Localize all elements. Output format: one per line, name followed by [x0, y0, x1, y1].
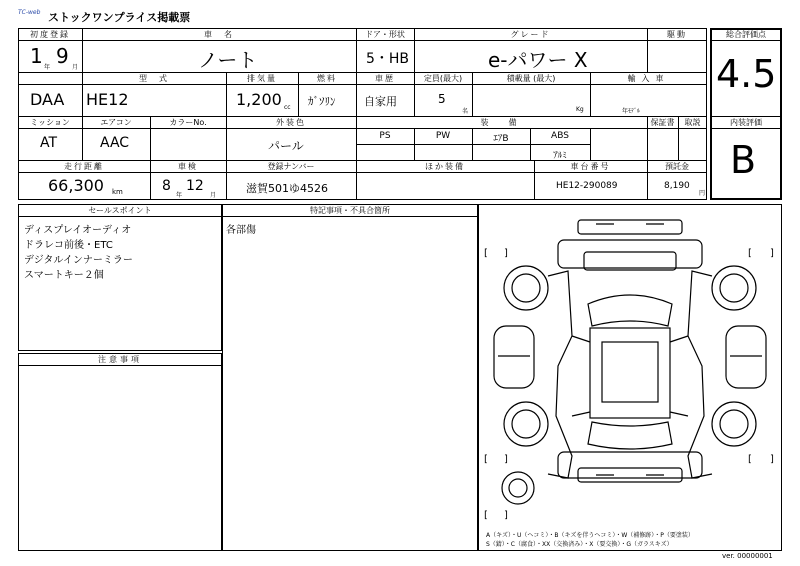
interior-score-value: B — [730, 138, 757, 182]
legend-line-2: S（錆）・C（腐食）・XX（交換済み）・X（要交換）・G（ガラスキズ） — [486, 541, 673, 548]
import-label: 輸入車 — [627, 74, 670, 83]
equipment-label: 装 備 — [480, 118, 523, 127]
remarks-text: 各部傷 — [226, 225, 256, 236]
month-unit: 月 — [72, 64, 79, 71]
notes-label: 注意事項 — [98, 355, 142, 364]
overall-score-label: 総合評価点 — [726, 30, 766, 39]
mileage-label: 走行距離 — [64, 162, 104, 171]
paint-color-label: 外装色 — [276, 118, 306, 127]
bracket-left: [ — [484, 510, 488, 521]
vehicle-history-value: 自家用 — [364, 95, 397, 108]
main-info-table — [18, 28, 707, 200]
inspection-month: 12 — [186, 178, 204, 194]
version-label: ver. 00000001 — [722, 552, 773, 560]
capacity-label: 定員(最大) — [423, 74, 463, 83]
sales-point-item: ドラレコ前後・ETC — [24, 240, 113, 251]
sales-point-item: スマートキー２個 — [24, 270, 104, 281]
sales-point-item: ディスプレイオーディオ — [24, 225, 132, 236]
inspection-label: 車検 — [178, 162, 198, 171]
page-title: ストックワンプライス掲載票 — [48, 11, 191, 24]
remarks-box — [222, 204, 478, 551]
equipment-item: PS — [379, 131, 391, 141]
door-type-label: ドア・形状 — [365, 30, 405, 39]
inspection-year-unit: 年 — [176, 192, 183, 199]
first-reg-year: 1 — [30, 44, 43, 68]
inspection-month-unit: 月 — [210, 192, 217, 199]
load-unit: Kg — [576, 106, 584, 113]
equipment-item: PW — [435, 131, 451, 141]
recycle-fee-value: 8,190 — [664, 181, 690, 191]
model-code: HE12 — [86, 90, 129, 109]
logo-text: TC-web — [18, 9, 41, 16]
logo — [18, 9, 40, 16]
load-capacity-label: 積載量 (最大) — [506, 74, 556, 83]
bracket-left: [ — [484, 454, 488, 465]
notes-box — [18, 353, 222, 551]
model-prefix: DAA — [30, 90, 65, 109]
vehicle-history-label: 車歴 — [375, 74, 395, 83]
bracket-left: [ — [748, 248, 752, 259]
remarks-label: 特記事項・不具合箇所 — [310, 206, 390, 215]
first-reg-month: 9 — [56, 44, 69, 68]
grade-value: e-パワー X — [488, 48, 588, 72]
equipment-item: ｴｱB — [493, 134, 509, 144]
sales-points-label: セールスポイント — [88, 206, 152, 215]
displacement-value: 1,200 — [236, 90, 282, 109]
car-name-value: ノート — [198, 48, 258, 72]
inspection-year: 8 — [162, 178, 171, 194]
fuel-value: ｶﾞｿﾘﾝ — [308, 95, 336, 108]
warranty-label: 保証書 — [650, 118, 675, 127]
equipment-item: ｱﾙﾐ — [553, 151, 567, 161]
bracket-right: ] — [504, 248, 508, 259]
transmission-value: AT — [40, 135, 58, 151]
drive-label: 駆動 — [667, 30, 687, 39]
overall-score-value: 4.5 — [716, 52, 777, 96]
grade-label: グレード — [510, 30, 551, 39]
capacity-unit: 名 — [462, 108, 469, 115]
mileage-unit: km — [112, 188, 123, 196]
chassis-no-label: 車台番号 — [570, 162, 611, 171]
plate-value: 滋賀501ゆ4526 — [246, 182, 328, 195]
recycle-unit: 円 — [699, 190, 706, 197]
year-unit: 年 — [44, 64, 51, 71]
car-damage-diagram — [478, 216, 782, 528]
bracket-right: ] — [770, 454, 774, 465]
displacement-unit: cc — [284, 104, 291, 111]
equipment-item: ABS — [551, 131, 569, 141]
fuel-label: 燃料 — [317, 74, 337, 83]
aircon-label: エアコン — [100, 118, 132, 127]
color-no-label: カラーNo. — [169, 118, 207, 127]
bracket-right: ] — [770, 248, 774, 259]
import-note: 年ﾓﾃﾞﾙ — [622, 108, 641, 115]
aircon-value: AAC — [100, 135, 130, 151]
bracket-left: [ — [484, 248, 488, 259]
transmission-label: ミッション — [30, 118, 70, 127]
manual-label: 取説 — [684, 118, 701, 127]
bracket-right: ] — [504, 454, 508, 465]
door-type-value: 5・HB — [366, 51, 410, 67]
interior-score-label: 内装評価 — [730, 118, 762, 127]
mileage-value: 66,300 — [48, 176, 104, 195]
recycle-fee-label: 預託金 — [665, 162, 689, 171]
chassis-no-value: HE12-290089 — [556, 181, 618, 191]
car-name-label: 車 名 — [204, 30, 234, 39]
model-label: 型 式 — [139, 74, 169, 83]
plate-label: 登録ナンバー — [267, 162, 315, 171]
first-reg-label: 初度登録 — [30, 30, 70, 39]
capacity-value: 5 — [438, 92, 446, 106]
bracket-right: ] — [504, 510, 508, 521]
other-equipment-label: ほか装備 — [425, 162, 465, 171]
legend-line-1: A（キズ）・U（ヘコミ）・B（キズを伴うヘコミ）・W（補修跡）・P（要塗装） — [486, 532, 694, 539]
displacement-label: 排気量 — [247, 74, 277, 83]
bracket-left: [ — [748, 454, 752, 465]
sales-point-item: デジタルインナーミラー — [24, 255, 133, 266]
paint-color-value: パール — [268, 139, 304, 153]
